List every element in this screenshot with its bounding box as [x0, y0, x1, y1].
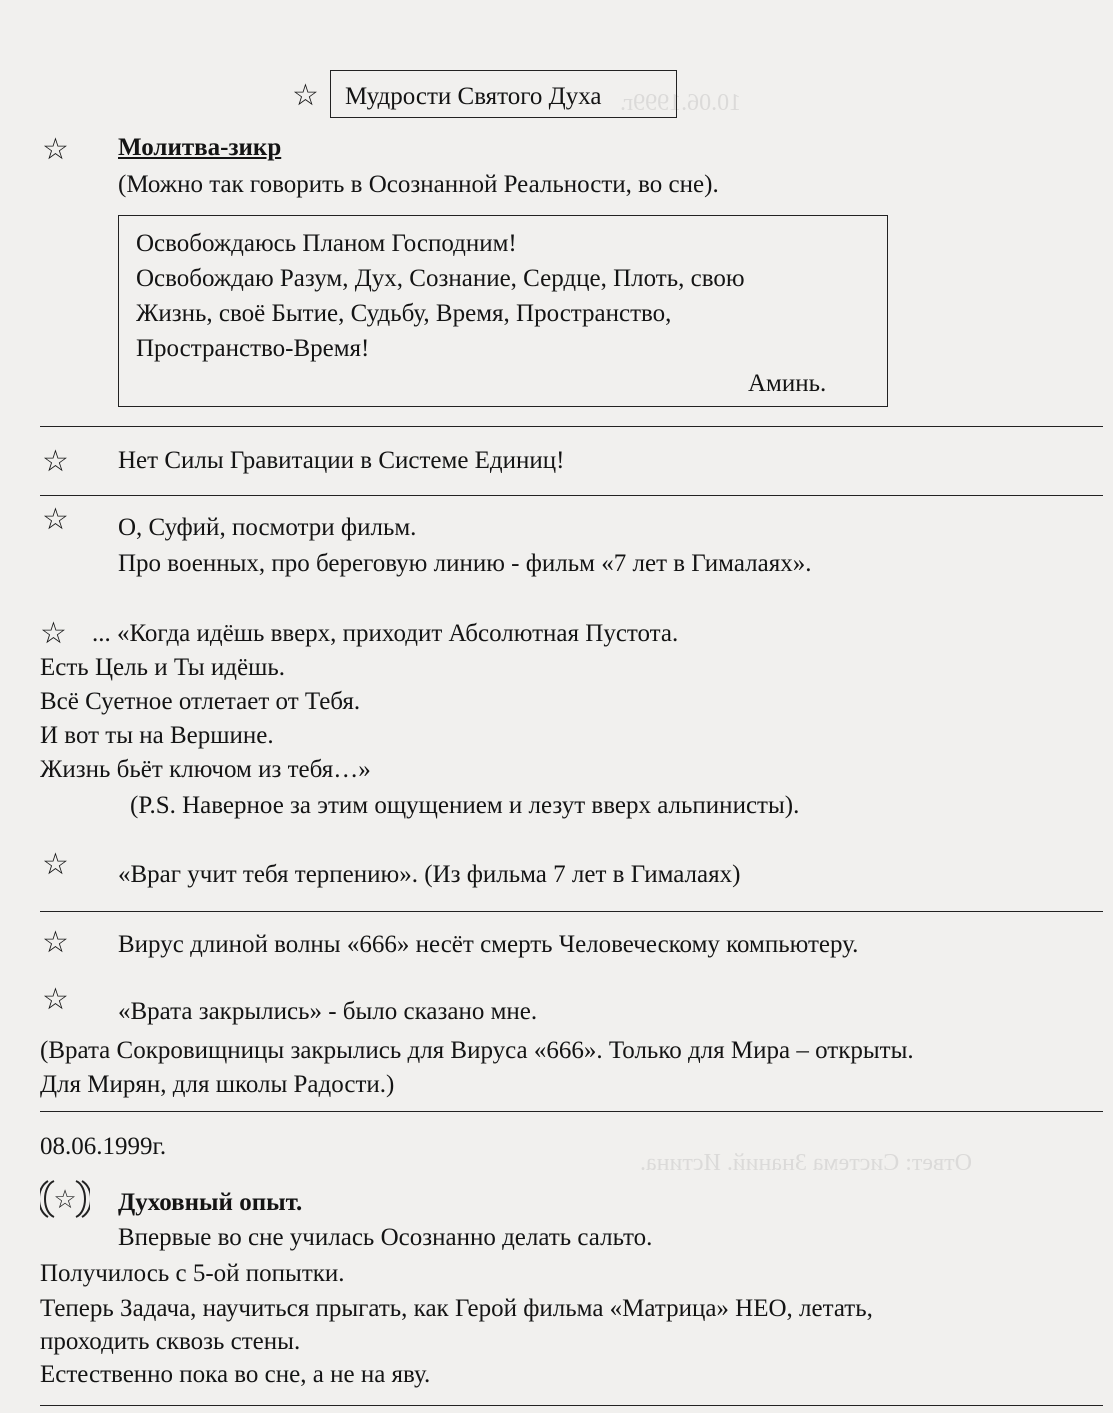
- entry-line: Естественно пока во сне, а не на яву.: [40, 1361, 431, 1388]
- entry-line: проходить сквозь стены.: [40, 1328, 301, 1355]
- sufi-line: Про военных, про береговую линию - фильм «7 лет в Гималаях».: [118, 550, 812, 577]
- prayer-amen: Аминь.: [748, 370, 827, 397]
- gravity-statement: Нет Силы Гравитации в Системе Единиц!: [118, 447, 565, 474]
- entry-date: 08.06.1999г.: [40, 1133, 167, 1160]
- quote-line: ... «Когда идёшь вверх, приходит Абсолютная Пустота.: [92, 620, 679, 647]
- bleed-through-text: 10.06.1999г.: [620, 90, 742, 116]
- divider: [40, 911, 1103, 912]
- quote-postscript: (P.S. Наверное за этим ощущением и лезут вверх альпинисты).: [130, 792, 800, 819]
- bleed-through-text: Ответ: Система Знаний. Истина.: [640, 1150, 973, 1176]
- sufi-line: О, Суфий, посмотри фильм.: [118, 514, 417, 541]
- quote-line: Жизнь бьёт ключом из тебя…»: [40, 756, 371, 783]
- prayer-line: Жизнь, своё Бытие, Судьбу, Время, Пространство,: [136, 300, 672, 327]
- quote-line: Всё Суетное отлетает от Тебя.: [40, 688, 361, 715]
- entry-line: Впервые во сне училась Осознанно делать сальто.: [118, 1224, 653, 1251]
- star-icon: ☆: [42, 925, 69, 960]
- gates-line: «Врата закрылись» - было сказано мне.: [118, 998, 538, 1025]
- divider: [40, 495, 1103, 496]
- entry-heading: Духовный опыт.: [118, 1189, 303, 1216]
- star-icon: ☆: [292, 78, 319, 113]
- page-title: Мудрости Святого Духа: [345, 83, 602, 110]
- star-icon: ☆: [42, 502, 69, 537]
- quote-line: И вот ты на Вершине.: [40, 722, 274, 749]
- entry-line: Получилось с 5-ой попытки.: [40, 1260, 345, 1287]
- divider: [40, 1111, 1103, 1112]
- divider: [40, 1405, 1103, 1406]
- prayer-note: (Можно так говорить в Осознанной Реальности, во сне).: [118, 171, 719, 198]
- divider: [40, 426, 1103, 427]
- gates-line: Для Мирян, для школы Радости.): [40, 1071, 395, 1098]
- star-icon: ☆: [42, 982, 69, 1017]
- prayer-heading: Молитва-зикр: [118, 134, 282, 161]
- prayer-line: Пространство-Время!: [136, 335, 370, 362]
- star-icon: ☆: [40, 616, 67, 651]
- entry-line: Теперь Задача, научиться прыгать, как Герой фильма «Матрица» НЕО, летать,: [40, 1295, 873, 1322]
- prayer-line: Освобождаю Разум, Дух, Сознание, Сердце, Плоть, свою: [136, 265, 745, 292]
- prayer-line: Освобождаюсь Планом Господним!: [136, 230, 517, 257]
- enemy-quote: «Враг учит тебя терпению». (Из фильма 7 лет в Гималаях): [118, 861, 741, 888]
- star-icon: ☆: [42, 132, 69, 167]
- star-icon: ☆: [42, 847, 69, 882]
- quote-line: Есть Цель и Ты идёшь.: [40, 654, 286, 681]
- gates-line: (Врата Сокровищницы закрылись для Вируса «666». Только для Мира – открыты.: [40, 1037, 914, 1064]
- virus-statement: Вирус длиной волны «666» несёт смерть Человеческому компьютеру.: [118, 931, 859, 958]
- svg-text:☆: ☆: [53, 1185, 77, 1215]
- star-icon: ☆: [42, 444, 69, 479]
- double-circle-star-icon: [40, 1178, 90, 1220]
